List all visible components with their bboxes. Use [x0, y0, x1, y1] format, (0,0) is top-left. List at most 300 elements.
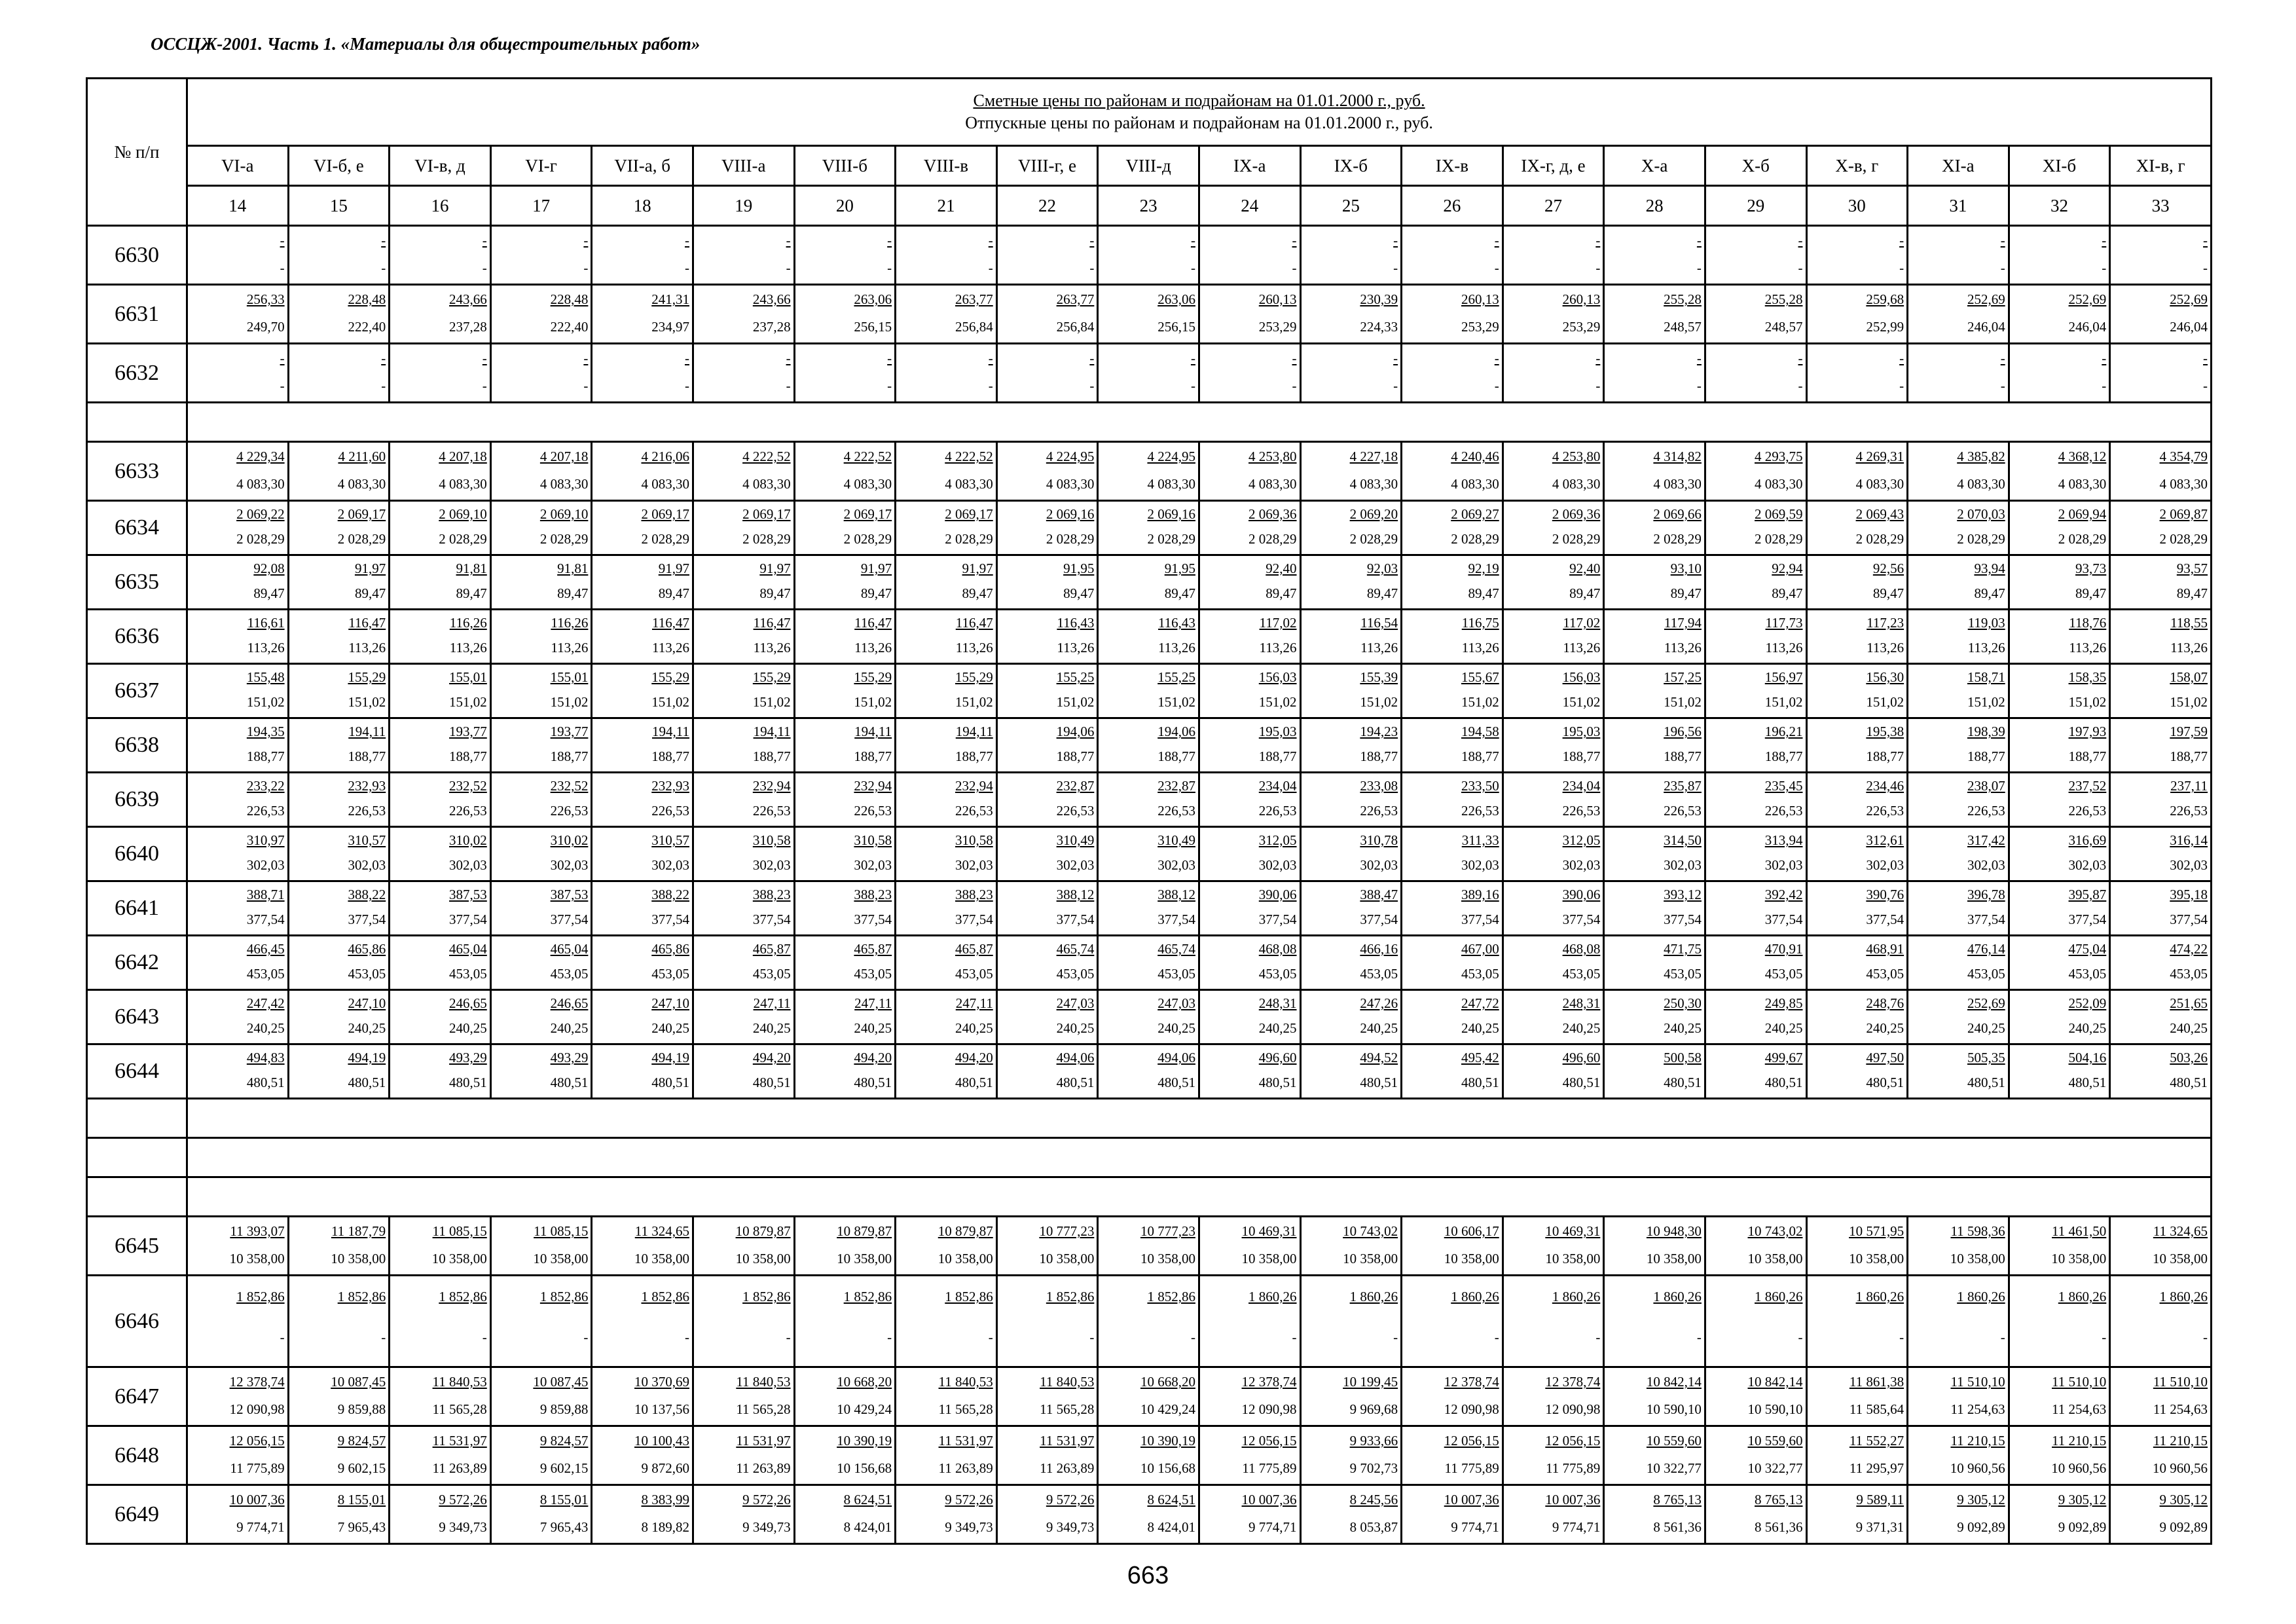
blank-cell [187, 1177, 2212, 1217]
release-price: 2 028,29 [641, 531, 689, 547]
release-price: 377,54 [955, 912, 993, 927]
release-price: - [1292, 260, 1297, 276]
estimate-price: 197,59 [2170, 724, 2208, 739]
price-cell [288, 1217, 390, 1276]
estimate-price: 2 069,66 [1653, 506, 1702, 522]
estimate-price: 251,65 [2170, 995, 2208, 1011]
estimate-price: 310,49 [1056, 832, 1095, 848]
release-price: 11 775,89 [1546, 1460, 1601, 1476]
release-price: 302,03 [1461, 857, 1499, 873]
estimate-price: 92,40 [1569, 561, 1601, 576]
release-price: 240,25 [1664, 1020, 1702, 1036]
price-cell [2110, 1485, 2212, 1544]
release-price: 377,54 [1664, 912, 1702, 927]
row-number: 6631 [87, 285, 187, 344]
estimate-price: 1 860,26 [1957, 1289, 2005, 1304]
release-price: - [2102, 1329, 2107, 1345]
price-cell [1908, 773, 2009, 827]
price-cell [1503, 501, 1604, 555]
price-cell [490, 501, 592, 555]
release-price: 11 565,28 [736, 1401, 791, 1417]
price-cell [592, 1044, 693, 1099]
release-price: 10 590,10 [1646, 1401, 1702, 1417]
column-number: 27 [1503, 186, 1604, 226]
release-price: 113,26 [955, 640, 993, 655]
estimate-price: 1 852,86 [337, 1289, 386, 1304]
release-price: 188,77 [1562, 748, 1601, 764]
release-price: 10 358,00 [938, 1251, 993, 1266]
release-price: 226,53 [1157, 803, 1195, 819]
price-cell [592, 1426, 693, 1485]
price-cell [187, 285, 289, 344]
price-cell [187, 610, 289, 664]
estimate-price: 252,69 [1967, 291, 2005, 307]
estimate-price: 474,22 [2170, 941, 2208, 957]
price-cell [187, 1367, 289, 1426]
price-cell [1199, 344, 1300, 403]
estimate-price: 158,07 [2170, 669, 2208, 685]
price-cell [1503, 344, 1604, 403]
price-cell [2009, 610, 2110, 664]
price-cell [1806, 718, 1908, 773]
price-cell [288, 1367, 390, 1426]
price-cell [1705, 1217, 1806, 1276]
release-price: 113,26 [1765, 640, 1803, 655]
release-price: 11 585,64 [1849, 1401, 1904, 1417]
estimate-price: 247,11 [955, 995, 993, 1011]
estimate-price: - [887, 232, 892, 248]
estimate-price: - [2102, 232, 2107, 248]
release-price: 188,77 [1360, 748, 1398, 764]
estimate-price: 91,97 [354, 561, 386, 576]
estimate-price: 10 571,95 [1849, 1223, 1904, 1239]
release-price: 252,99 [1866, 319, 1904, 335]
row-number: 6648 [87, 1426, 187, 1485]
price-cell [2009, 990, 2110, 1044]
price-cell [187, 501, 289, 555]
column-number: 21 [896, 186, 997, 226]
release-price: 4 083,30 [236, 476, 285, 492]
column-number: 19 [693, 186, 794, 226]
release-price: 151,02 [752, 694, 791, 710]
price-cell [693, 610, 794, 664]
release-price: 11 254,63 [2153, 1401, 2208, 1417]
price-cell [2009, 442, 2110, 501]
price-cell [1806, 226, 1908, 285]
release-price: 302,03 [449, 857, 487, 873]
estimate-price: 116,47 [348, 615, 386, 631]
estimate-price: 465,74 [1056, 941, 1095, 957]
estimate-price: 494,52 [1360, 1050, 1398, 1065]
estimate-price: 9 305,12 [2058, 1492, 2107, 1507]
estimate-price: 4 385,82 [1957, 449, 2005, 464]
estimate-price: 117,94 [1664, 615, 1702, 631]
price-cell [592, 936, 693, 990]
table-row [87, 226, 2212, 285]
estimate-price: - [2203, 232, 2208, 248]
release-price: 8 053,87 [1349, 1519, 1398, 1535]
column-number: 16 [390, 186, 491, 226]
region-header: VI-г [490, 146, 592, 186]
estimate-price: 155,67 [1461, 669, 1499, 685]
release-price: 377,54 [1258, 912, 1297, 927]
estimate-price: 10 007,36 [1545, 1492, 1601, 1507]
release-price: 4 083,30 [945, 476, 993, 492]
release-price: 480,51 [1056, 1075, 1095, 1090]
price-cell [1402, 664, 1503, 718]
release-price: - [2000, 260, 2005, 276]
estimate-price: 465,04 [550, 941, 589, 957]
price-cell [1503, 285, 1604, 344]
release-price: 480,51 [246, 1075, 285, 1090]
release-price: 480,51 [1562, 1075, 1601, 1090]
price-cell [896, 344, 997, 403]
release-price: 10 358,00 [1849, 1251, 1904, 1266]
price-cell [896, 501, 997, 555]
release-price: 240,25 [854, 1020, 892, 1036]
release-price: 188,77 [1157, 748, 1195, 764]
page-header: ОССЦЖ-2001. Часть 1. «Материалы для общестроительных работ» [151, 34, 701, 54]
release-price: 11 254,63 [1950, 1401, 2005, 1417]
estimate-price: 247,03 [1056, 995, 1095, 1011]
column-number: 14 [187, 186, 289, 226]
price-cell [1705, 344, 1806, 403]
estimate-price: 155,48 [246, 669, 285, 685]
release-price: 256,15 [1157, 319, 1195, 335]
release-price: 89,47 [1974, 585, 2005, 601]
release-price: 12 090,98 [1444, 1401, 1499, 1417]
release-price: 2 028,29 [439, 531, 487, 547]
release-price: 226,53 [550, 803, 589, 819]
release-price: 237,28 [449, 319, 487, 335]
release-price: 89,47 [1872, 585, 1904, 601]
release-price: 188,77 [1461, 748, 1499, 764]
estimate-price: 247,10 [651, 995, 689, 1011]
estimate-price: 466,45 [246, 941, 285, 957]
price-cell [1503, 718, 1604, 773]
price-cell [1604, 1276, 1705, 1367]
price-cell [1705, 555, 1806, 610]
estimate-price: 252,69 [2068, 291, 2107, 307]
release-price: - [1393, 260, 1398, 276]
estimate-price: 260,13 [1258, 291, 1297, 307]
estimate-price: 388,23 [854, 887, 892, 902]
price-cell [1604, 1485, 1705, 1544]
price-cell [794, 1426, 896, 1485]
release-price: 10 322,77 [1747, 1460, 1803, 1476]
release-price: - [2203, 1329, 2208, 1345]
release-price: 453,05 [651, 966, 689, 982]
estimate-price: 193,77 [550, 724, 589, 739]
price-cell [2009, 1276, 2110, 1367]
estimate-price: 11 531,97 [736, 1433, 791, 1449]
release-price: - [684, 378, 689, 394]
estimate-price: 8 245,56 [1349, 1492, 1398, 1507]
estimate-price: - [1899, 232, 1904, 248]
release-price: 8 424,01 [1147, 1519, 1195, 1535]
price-cell [1705, 990, 1806, 1044]
estimate-price: - [482, 232, 487, 248]
estimate-price: 310,57 [348, 832, 386, 848]
estimate-price: - [280, 232, 285, 248]
price-cell [1300, 344, 1402, 403]
price-cell [1402, 610, 1503, 664]
estimate-price: - [280, 350, 285, 366]
price-cell [2110, 285, 2212, 344]
release-price: 377,54 [348, 912, 386, 927]
price-cell [187, 881, 289, 936]
price-cell [996, 442, 1098, 501]
price-cell [1300, 773, 1402, 827]
estimate-price: 11 840,53 [432, 1374, 487, 1390]
price-cell [996, 1485, 1098, 1544]
release-price: - [1393, 1329, 1398, 1345]
price-cell [1098, 285, 1199, 344]
price-cell [693, 555, 794, 610]
release-price: 302,03 [1866, 857, 1904, 873]
price-cell [187, 1426, 289, 1485]
estimate-price: 4 227,18 [1349, 449, 1398, 464]
table-row [87, 442, 2212, 501]
column-number: 22 [996, 186, 1098, 226]
price-cell [2110, 442, 2212, 501]
estimate-price: 241,31 [651, 291, 689, 307]
estimate-price: 499,67 [1764, 1050, 1803, 1065]
estimate-price: 465,87 [854, 941, 892, 957]
price-cell [1300, 226, 1402, 285]
estimate-price: 116,26 [551, 615, 589, 631]
release-price: 11 775,89 [1444, 1460, 1499, 1476]
price-cell [490, 555, 592, 610]
release-price: 226,53 [854, 803, 892, 819]
price-cell [390, 881, 491, 936]
price-cell [1604, 226, 1705, 285]
estimate-price: 117,02 [1259, 615, 1297, 631]
release-price: 226,53 [1866, 803, 1904, 819]
release-price: 240,25 [1764, 1020, 1803, 1036]
release-price: 9 602,15 [539, 1460, 589, 1476]
price-cell [288, 1276, 390, 1367]
release-price: 10 429,24 [837, 1401, 892, 1417]
estimate-price: 2 069,59 [1755, 506, 1803, 522]
price-cell [794, 1485, 896, 1544]
release-price: 2 028,29 [236, 531, 285, 547]
release-price: 480,51 [1866, 1075, 1904, 1090]
price-cell [2009, 344, 2110, 403]
price-cell [390, 501, 491, 555]
release-price: 302,03 [955, 857, 993, 873]
price-cell [1908, 1426, 2009, 1485]
release-price: 89,47 [354, 585, 386, 601]
price-cell [1503, 610, 1604, 664]
price-cell [1806, 1485, 1908, 1544]
release-price: 453,05 [246, 966, 285, 982]
price-cell [1705, 285, 1806, 344]
price-cell [1199, 610, 1300, 664]
row-number: 6649 [87, 1485, 187, 1544]
release-price: 188,77 [854, 748, 892, 764]
release-price: 9 349,73 [1046, 1519, 1095, 1535]
release-price: - [1494, 378, 1499, 394]
price-cell [1503, 442, 1604, 501]
release-price: 89,47 [1366, 585, 1398, 601]
release-price: 151,02 [550, 694, 589, 710]
release-price: 9 349,73 [439, 1519, 487, 1535]
estimate-price: 235,45 [1764, 778, 1803, 794]
release-price: 188,77 [348, 748, 386, 764]
release-price: 4 083,30 [337, 476, 386, 492]
estimate-price: 465,86 [651, 941, 689, 957]
estimate-price: 494,83 [246, 1050, 285, 1065]
estimate-price: 4 211,60 [338, 449, 386, 464]
price-cell [288, 285, 390, 344]
price-cell [1098, 936, 1199, 990]
estimate-price: 12 378,74 [1444, 1374, 1499, 1390]
estimate-price: 465,87 [752, 941, 791, 957]
release-price: 2 028,29 [1046, 531, 1095, 547]
estimate-price: 4 224,95 [1046, 449, 1095, 464]
release-price: 253,29 [1562, 319, 1601, 335]
price-cell [2009, 773, 2110, 827]
estimate-price: 196,21 [1764, 724, 1803, 739]
release-price: 10 358,00 [1039, 1251, 1095, 1266]
column-number: 28 [1604, 186, 1705, 226]
estimate-price: 11 531,97 [1040, 1433, 1095, 1449]
price-cell [1908, 1485, 2009, 1544]
estimate-price: 117,02 [1563, 615, 1601, 631]
release-price: 151,02 [1056, 694, 1095, 710]
estimate-price: 194,11 [955, 724, 993, 739]
estimate-price: 247,72 [1461, 995, 1499, 1011]
estimate-price: 158,71 [1967, 669, 2005, 685]
estimate-price: 252,09 [2068, 995, 2107, 1011]
price-cell [896, 285, 997, 344]
release-price: 240,25 [1056, 1020, 1095, 1036]
region-header: XI-в, г [2110, 146, 2212, 186]
region-header: XI-б [2009, 146, 2110, 186]
estimate-price: 317,42 [1967, 832, 2005, 848]
release-price: 11 565,28 [432, 1401, 487, 1417]
table-row [87, 1276, 2212, 1367]
price-cell [1098, 442, 1199, 501]
estimate-price: 494,20 [752, 1050, 791, 1065]
estimate-price: 390,06 [1562, 887, 1601, 902]
release-price: 7 965,43 [337, 1519, 386, 1535]
price-cell [693, 773, 794, 827]
release-price: 4 083,30 [1248, 476, 1297, 492]
price-cell [1402, 881, 1503, 936]
price-cell [592, 501, 693, 555]
estimate-price: 92,40 [1266, 561, 1297, 576]
row-number [87, 1099, 187, 1138]
release-price: 11 263,89 [736, 1460, 791, 1476]
price-cell [1604, 990, 1705, 1044]
release-price: 11 775,89 [1242, 1460, 1297, 1476]
estimate-price: 247,03 [1157, 995, 1195, 1011]
price-cell [1300, 501, 1402, 555]
column-number: 33 [2110, 186, 2212, 226]
release-price: 9 774,71 [1552, 1519, 1601, 1535]
estimate-price: 2 069,17 [742, 506, 791, 522]
release-price: 377,54 [1056, 912, 1095, 927]
release-price: 113,26 [753, 640, 791, 655]
region-header-row [87, 146, 2212, 186]
estimate-price: 11 085,15 [432, 1223, 487, 1239]
estimate-price: - [684, 232, 689, 248]
estimate-price: 11 598,36 [1950, 1223, 2005, 1239]
price-cell [2110, 990, 2212, 1044]
release-price: 2 028,29 [1248, 531, 1297, 547]
price-cell [693, 990, 794, 1044]
estimate-price: 256,33 [246, 291, 285, 307]
release-price: - [1696, 1329, 1702, 1345]
price-cell [896, 718, 997, 773]
release-price: 10 358,00 [1343, 1251, 1398, 1266]
price-cell [390, 1276, 491, 1367]
release-price: 4 083,30 [843, 476, 892, 492]
release-price: 9 774,71 [236, 1519, 285, 1535]
estimate-price: 237,52 [2068, 778, 2107, 794]
price-cell [1908, 1044, 2009, 1099]
estimate-price: 10 842,14 [1646, 1374, 1702, 1390]
price-cell [1300, 610, 1402, 664]
estimate-price: 232,93 [348, 778, 386, 794]
release-price: 240,25 [1461, 1020, 1499, 1036]
price-cell [1300, 990, 1402, 1044]
estimate-price: 9 572,26 [1046, 1492, 1095, 1507]
estimate-price: 388,23 [955, 887, 993, 902]
price-cell [1300, 285, 1402, 344]
release-price: 4 083,30 [2159, 476, 2208, 492]
price-cell [490, 718, 592, 773]
price-cell [1098, 990, 1199, 1044]
estimate-price: 263,77 [1056, 291, 1095, 307]
price-cell [896, 664, 997, 718]
release-price: 377,54 [651, 912, 689, 927]
price-cell [1908, 285, 2009, 344]
release-price: 113,26 [551, 640, 589, 655]
price-cell [1908, 664, 2009, 718]
release-price: 151,02 [1562, 694, 1601, 710]
estimate-price: - [2000, 232, 2005, 248]
estimate-price: 10 469,31 [1241, 1223, 1297, 1239]
estimate-price: 310,49 [1157, 832, 1195, 848]
estimate-price: 9 572,26 [439, 1492, 487, 1507]
estimate-price: 466,16 [1360, 941, 1398, 957]
estimate-price: 2 069,16 [1147, 506, 1195, 522]
release-price: 89,47 [253, 585, 285, 601]
release-price: 89,47 [658, 585, 689, 601]
estimate-price: 9 572,26 [945, 1492, 993, 1507]
estimate-price: 4 240,46 [1451, 449, 1499, 464]
price-cell [1908, 936, 2009, 990]
release-price: 226,53 [955, 803, 993, 819]
price-cell [490, 1485, 592, 1544]
price-cell [390, 1426, 491, 1485]
estimate-price: 194,11 [348, 724, 386, 739]
release-price: 188,77 [550, 748, 589, 764]
table-row [87, 664, 2212, 718]
column-number-row [87, 186, 2212, 226]
release-price: 11 254,63 [2052, 1401, 2107, 1417]
estimate-price: - [1190, 232, 1195, 248]
release-price: 377,54 [550, 912, 589, 927]
price-cell [794, 718, 896, 773]
estimate-price: 10 390,19 [837, 1433, 892, 1449]
estimate-price: 263,06 [854, 291, 892, 307]
estimate-price: - [1696, 350, 1702, 366]
release-price: 240,25 [2170, 1020, 2208, 1036]
